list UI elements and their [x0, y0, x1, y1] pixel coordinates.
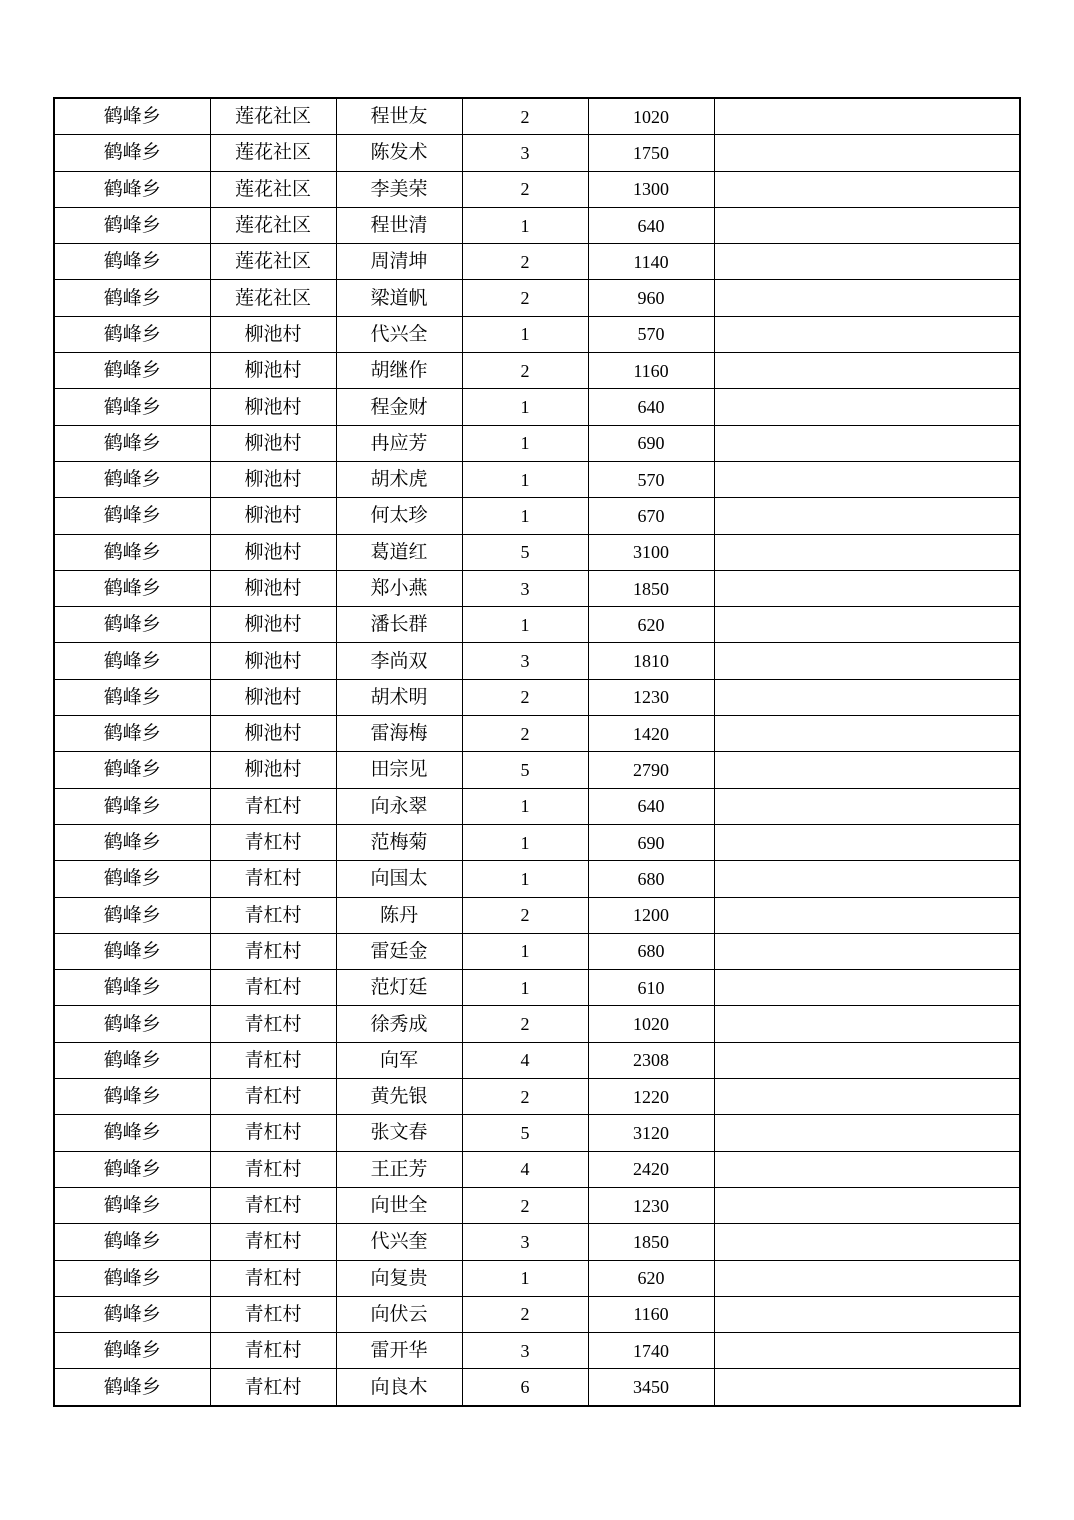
village-cell: 柳池村 [210, 425, 336, 461]
village-cell: 青杠村 [210, 1260, 336, 1296]
amount-cell: 620 [588, 607, 714, 643]
amount-cell: 1230 [588, 1187, 714, 1223]
township-cell: 鹤峰乡 [54, 607, 210, 643]
name-cell: 葛道红 [336, 534, 462, 570]
name-cell: 王正芳 [336, 1151, 462, 1187]
count-cell: 2 [462, 1006, 588, 1042]
amount-cell: 1750 [588, 135, 714, 171]
name-cell: 张文春 [336, 1115, 462, 1151]
name-cell: 向军 [336, 1042, 462, 1078]
village-cell: 青杠村 [210, 970, 336, 1006]
name-cell: 陈发术 [336, 135, 462, 171]
name-cell: 郑小燕 [336, 570, 462, 606]
township-cell: 鹤峰乡 [54, 1369, 210, 1406]
note-cell [714, 752, 1020, 788]
township-cell: 鹤峰乡 [54, 353, 210, 389]
amount-cell: 2790 [588, 752, 714, 788]
village-cell: 青杠村 [210, 897, 336, 933]
township-cell: 鹤峰乡 [54, 933, 210, 969]
village-cell: 青杠村 [210, 1042, 336, 1078]
table-row [54, 897, 1020, 933]
township-cell: 鹤峰乡 [54, 1115, 210, 1151]
note-cell [714, 1260, 1020, 1296]
village-cell: 莲花社区 [210, 171, 336, 207]
village-cell: 青杠村 [210, 1369, 336, 1406]
village-cell: 青杠村 [210, 824, 336, 860]
table-row [54, 607, 1020, 643]
note-cell [714, 135, 1020, 171]
table-row [54, 534, 1020, 570]
count-cell: 1 [462, 389, 588, 425]
count-cell: 1 [462, 1260, 588, 1296]
count-cell: 2 [462, 897, 588, 933]
amount-cell: 960 [588, 280, 714, 316]
note-cell [714, 679, 1020, 715]
table-row [54, 498, 1020, 534]
count-cell: 5 [462, 534, 588, 570]
note-cell [714, 1369, 1020, 1406]
note-cell [714, 716, 1020, 752]
table-row [54, 244, 1020, 280]
note-cell [714, 389, 1020, 425]
village-cell: 青杠村 [210, 788, 336, 824]
note-cell [714, 171, 1020, 207]
name-cell: 雷开华 [336, 1333, 462, 1369]
village-cell: 青杠村 [210, 861, 336, 897]
amount-cell: 1140 [588, 244, 714, 280]
count-cell: 3 [462, 643, 588, 679]
village-cell: 青杠村 [210, 1006, 336, 1042]
name-cell: 周清坤 [336, 244, 462, 280]
table-row [54, 1369, 1020, 1406]
township-cell: 鹤峰乡 [54, 861, 210, 897]
note-cell [714, 98, 1020, 135]
name-cell: 李尚双 [336, 643, 462, 679]
township-cell: 鹤峰乡 [54, 1296, 210, 1332]
name-cell: 范灯廷 [336, 970, 462, 1006]
name-cell: 黄先银 [336, 1079, 462, 1115]
note-cell [714, 1187, 1020, 1223]
table-row [54, 1006, 1020, 1042]
note-cell [714, 1333, 1020, 1369]
village-cell: 青杠村 [210, 1115, 336, 1151]
village-cell: 柳池村 [210, 643, 336, 679]
count-cell: 1 [462, 498, 588, 534]
name-cell: 代兴奎 [336, 1224, 462, 1260]
amount-cell: 1850 [588, 1224, 714, 1260]
table-row [54, 425, 1020, 461]
table-row [54, 280, 1020, 316]
note-cell [714, 788, 1020, 824]
table-row [54, 570, 1020, 606]
village-cell: 柳池村 [210, 534, 336, 570]
name-cell: 程世友 [336, 98, 462, 135]
count-cell: 1 [462, 607, 588, 643]
count-cell: 2 [462, 244, 588, 280]
township-cell: 鹤峰乡 [54, 135, 210, 171]
name-cell: 梁道帆 [336, 280, 462, 316]
count-cell: 1 [462, 970, 588, 1006]
township-cell: 鹤峰乡 [54, 752, 210, 788]
township-cell: 鹤峰乡 [54, 716, 210, 752]
count-cell: 1 [462, 207, 588, 243]
count-cell: 1 [462, 824, 588, 860]
township-cell: 鹤峰乡 [54, 788, 210, 824]
township-cell: 鹤峰乡 [54, 1224, 210, 1260]
name-cell: 向国太 [336, 861, 462, 897]
name-cell: 胡术明 [336, 679, 462, 715]
table-row [54, 389, 1020, 425]
village-cell: 青杠村 [210, 933, 336, 969]
note-cell [714, 425, 1020, 461]
amount-cell: 3100 [588, 534, 714, 570]
table-row [54, 643, 1020, 679]
count-cell: 6 [462, 1369, 588, 1406]
count-cell: 2 [462, 716, 588, 752]
note-cell [714, 534, 1020, 570]
count-cell: 3 [462, 1224, 588, 1260]
township-cell: 鹤峰乡 [54, 897, 210, 933]
count-cell: 2 [462, 1296, 588, 1332]
township-cell: 鹤峰乡 [54, 534, 210, 570]
amount-cell: 1160 [588, 353, 714, 389]
amount-cell: 640 [588, 389, 714, 425]
count-cell: 1 [462, 316, 588, 352]
village-cell: 莲花社区 [210, 244, 336, 280]
name-cell: 胡术虎 [336, 461, 462, 497]
village-cell: 莲花社区 [210, 98, 336, 135]
village-cell: 青杠村 [210, 1187, 336, 1223]
amount-cell: 1420 [588, 716, 714, 752]
note-cell [714, 244, 1020, 280]
amount-cell: 610 [588, 970, 714, 1006]
name-cell: 冉应芳 [336, 425, 462, 461]
village-cell: 柳池村 [210, 353, 336, 389]
township-cell: 鹤峰乡 [54, 1187, 210, 1223]
township-cell: 鹤峰乡 [54, 1079, 210, 1115]
village-cell: 柳池村 [210, 316, 336, 352]
village-cell: 青杠村 [210, 1224, 336, 1260]
name-cell: 代兴全 [336, 316, 462, 352]
village-cell: 莲花社区 [210, 280, 336, 316]
note-cell [714, 498, 1020, 534]
count-cell: 3 [462, 570, 588, 606]
township-cell: 鹤峰乡 [54, 98, 210, 135]
township-cell: 鹤峰乡 [54, 824, 210, 860]
amount-cell: 3120 [588, 1115, 714, 1151]
note-cell [714, 824, 1020, 860]
village-cell: 柳池村 [210, 570, 336, 606]
count-cell: 1 [462, 933, 588, 969]
amount-cell: 1300 [588, 171, 714, 207]
amount-cell: 1230 [588, 679, 714, 715]
name-cell: 陈丹 [336, 897, 462, 933]
note-cell [714, 607, 1020, 643]
table-row [54, 1151, 1020, 1187]
township-cell: 鹤峰乡 [54, 1333, 210, 1369]
village-cell: 柳池村 [210, 461, 336, 497]
table-row [54, 933, 1020, 969]
amount-cell: 1220 [588, 1079, 714, 1115]
village-cell: 柳池村 [210, 752, 336, 788]
count-cell: 4 [462, 1151, 588, 1187]
amount-cell: 1200 [588, 897, 714, 933]
note-cell [714, 1042, 1020, 1078]
table-row [54, 207, 1020, 243]
township-cell: 鹤峰乡 [54, 244, 210, 280]
amount-cell: 570 [588, 316, 714, 352]
name-cell: 徐秀成 [336, 1006, 462, 1042]
note-cell [714, 1079, 1020, 1115]
table-row [54, 788, 1020, 824]
amount-cell: 1020 [588, 98, 714, 135]
village-cell: 柳池村 [210, 679, 336, 715]
amount-cell: 1810 [588, 643, 714, 679]
name-cell: 向世全 [336, 1187, 462, 1223]
table-row [54, 1296, 1020, 1332]
note-cell [714, 1224, 1020, 1260]
village-cell: 青杠村 [210, 1296, 336, 1332]
table-row [54, 861, 1020, 897]
township-cell: 鹤峰乡 [54, 1260, 210, 1296]
note-cell [714, 353, 1020, 389]
village-cell: 青杠村 [210, 1151, 336, 1187]
count-cell: 1 [462, 425, 588, 461]
name-cell: 程世清 [336, 207, 462, 243]
amount-cell: 1850 [588, 570, 714, 606]
name-cell: 程金财 [336, 389, 462, 425]
name-cell: 向良木 [336, 1369, 462, 1406]
amount-cell: 570 [588, 461, 714, 497]
township-cell: 鹤峰乡 [54, 643, 210, 679]
amount-cell: 1740 [588, 1333, 714, 1369]
table-row [54, 1042, 1020, 1078]
township-cell: 鹤峰乡 [54, 1042, 210, 1078]
table-row [54, 98, 1020, 135]
amount-cell: 690 [588, 425, 714, 461]
township-cell: 鹤峰乡 [54, 570, 210, 606]
amount-cell: 680 [588, 861, 714, 897]
note-cell [714, 1296, 1020, 1332]
note-cell [714, 1006, 1020, 1042]
name-cell: 田宗见 [336, 752, 462, 788]
table-row [54, 353, 1020, 389]
amount-cell: 680 [588, 933, 714, 969]
count-cell: 2 [462, 171, 588, 207]
note-cell [714, 1115, 1020, 1151]
note-cell [714, 316, 1020, 352]
village-cell: 青杠村 [210, 1333, 336, 1369]
count-cell: 3 [462, 1333, 588, 1369]
township-cell: 鹤峰乡 [54, 1151, 210, 1187]
count-cell: 1 [462, 461, 588, 497]
village-cell: 柳池村 [210, 716, 336, 752]
amount-cell: 1160 [588, 1296, 714, 1332]
note-cell [714, 1151, 1020, 1187]
table-row [54, 752, 1020, 788]
note-cell [714, 897, 1020, 933]
township-cell: 鹤峰乡 [54, 1006, 210, 1042]
note-cell [714, 970, 1020, 1006]
township-cell: 鹤峰乡 [54, 316, 210, 352]
data-table [53, 97, 1021, 1407]
township-cell: 鹤峰乡 [54, 207, 210, 243]
table-row [54, 716, 1020, 752]
table-row [54, 461, 1020, 497]
township-cell: 鹤峰乡 [54, 171, 210, 207]
amount-cell: 640 [588, 207, 714, 243]
table-body [54, 98, 1020, 1406]
name-cell: 向永翠 [336, 788, 462, 824]
table-row [54, 1260, 1020, 1296]
township-cell: 鹤峰乡 [54, 425, 210, 461]
village-cell: 莲花社区 [210, 135, 336, 171]
village-cell: 柳池村 [210, 389, 336, 425]
village-cell: 青杠村 [210, 1079, 336, 1115]
amount-cell: 3450 [588, 1369, 714, 1406]
note-cell [714, 461, 1020, 497]
township-cell: 鹤峰乡 [54, 498, 210, 534]
amount-cell: 670 [588, 498, 714, 534]
name-cell: 雷海梅 [336, 716, 462, 752]
note-cell [714, 570, 1020, 606]
name-cell: 何太珍 [336, 498, 462, 534]
amount-cell: 2420 [588, 1151, 714, 1187]
note-cell [714, 643, 1020, 679]
name-cell: 向伏云 [336, 1296, 462, 1332]
table-row [54, 1224, 1020, 1260]
name-cell: 向复贵 [336, 1260, 462, 1296]
count-cell: 2 [462, 1079, 588, 1115]
table-row [54, 1079, 1020, 1115]
name-cell: 潘长群 [336, 607, 462, 643]
table-row [54, 679, 1020, 715]
count-cell: 2 [462, 98, 588, 135]
name-cell: 胡继作 [336, 353, 462, 389]
count-cell: 1 [462, 861, 588, 897]
count-cell: 4 [462, 1042, 588, 1078]
amount-cell: 640 [588, 788, 714, 824]
name-cell: 李美荣 [336, 171, 462, 207]
count-cell: 3 [462, 135, 588, 171]
amount-cell: 1020 [588, 1006, 714, 1042]
count-cell: 1 [462, 788, 588, 824]
table-row [54, 824, 1020, 860]
table-row [54, 1115, 1020, 1151]
table-row [54, 316, 1020, 352]
township-cell: 鹤峰乡 [54, 461, 210, 497]
count-cell: 2 [462, 679, 588, 715]
village-cell: 柳池村 [210, 498, 336, 534]
village-cell: 莲花社区 [210, 207, 336, 243]
note-cell [714, 207, 1020, 243]
village-cell: 柳池村 [210, 607, 336, 643]
name-cell: 范梅菊 [336, 824, 462, 860]
name-cell: 雷廷金 [336, 933, 462, 969]
township-cell: 鹤峰乡 [54, 280, 210, 316]
amount-cell: 620 [588, 1260, 714, 1296]
count-cell: 2 [462, 353, 588, 389]
table-row [54, 171, 1020, 207]
table-row [54, 135, 1020, 171]
amount-cell: 2308 [588, 1042, 714, 1078]
township-cell: 鹤峰乡 [54, 389, 210, 425]
amount-cell: 690 [588, 824, 714, 860]
count-cell: 2 [462, 280, 588, 316]
note-cell [714, 861, 1020, 897]
note-cell [714, 280, 1020, 316]
count-cell: 5 [462, 1115, 588, 1151]
note-cell [714, 933, 1020, 969]
count-cell: 5 [462, 752, 588, 788]
count-cell: 2 [462, 1187, 588, 1223]
township-cell: 鹤峰乡 [54, 679, 210, 715]
township-cell: 鹤峰乡 [54, 970, 210, 1006]
table-row [54, 1333, 1020, 1369]
table-row [54, 1187, 1020, 1223]
table-row [54, 970, 1020, 1006]
